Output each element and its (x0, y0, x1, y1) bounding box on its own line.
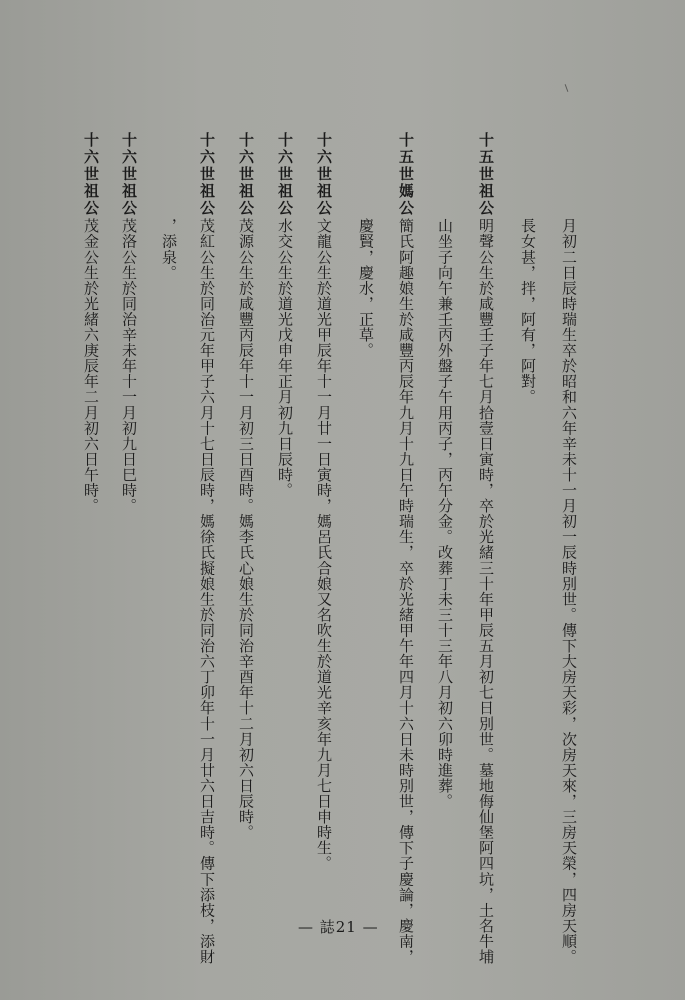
heading-sixteenth-ancestor-4: 十六世祖公 (198, 132, 216, 217)
text-column-9: 茂源公生於咸豐丙辰年十一月初三日酉時。媽李氏心娘生於同治辛酉年十二月初六日辰時。 (237, 218, 255, 840)
text-column-4: 山坐子向午兼壬丙外盤子午用丙子，丙午分金。改葬丁未三十三年八月初六卯時進葬。 (436, 218, 454, 809)
heading-sixteenth-ancestor-2: 十六世祖公 (276, 132, 294, 217)
heading-fifteenth-ancestor: 十五世祖公 (477, 132, 495, 217)
heading-sixteenth-ancestor-6: 十六世祖公 (82, 132, 100, 217)
text-column-5: 簡氏阿趣娘生於咸豐丙辰年九月十九日午時瑞生，卒於光緒甲午年四月十六日未時別世，傳下子慶論，慶南， (397, 218, 415, 965)
text-column-10: 茂紅公生於同治元年甲子六月十七日辰時，媽徐氏擬娘生於同治六丁卯年十一月廿六日吉時。傳下添枝，添財 (198, 218, 216, 965)
text-column-13: 茂金公生於光緒六庚辰年二月初六日午時。 (82, 218, 100, 514)
text-column-7: 文龍公生於道光甲辰年十一月廿一日寅時，媽呂氏合娘又名吹生於道光辛亥年九月七日申時生。 (315, 218, 333, 872)
text-column-8: 水交公生於道光戊申年正月初九日辰時。 (276, 218, 294, 498)
ink-mark (565, 84, 569, 92)
text-column-6: 慶賢，慶水，正草。 (357, 218, 375, 358)
heading-sixteenth-ancestor-3: 十六世祖公 (237, 132, 255, 217)
heading-sixteenth-ancestor-5: 十六世祖公 (120, 132, 138, 217)
text-column-3: 明聲公生於咸豐壬子年七月拾壹日寅時，卒於光緒三十年甲辰五月初七日別世。墓地侮仙堡阿四坑，土名牛埔 (477, 218, 495, 965)
heading-fifteenth-matriarch: 十五世媽公 (397, 132, 415, 217)
text-column-2: 長女甚，拌，阿有，阿對。 (519, 218, 537, 405)
text-column-12: 茂洛公生於同治辛未年十一月初九日巳時。 (120, 218, 138, 514)
page-number: — 誌21 — (298, 918, 379, 936)
text-column-1: 月初二日辰時瑞生卒於昭和六年辛未十一月初一辰時別世。傳下大房天彩，次房天來，三房天榮，四房天順。 (560, 218, 578, 965)
text-column-11: ，添泉。 (160, 218, 178, 281)
heading-sixteenth-ancestor-1: 十六世祖公 (315, 132, 333, 217)
